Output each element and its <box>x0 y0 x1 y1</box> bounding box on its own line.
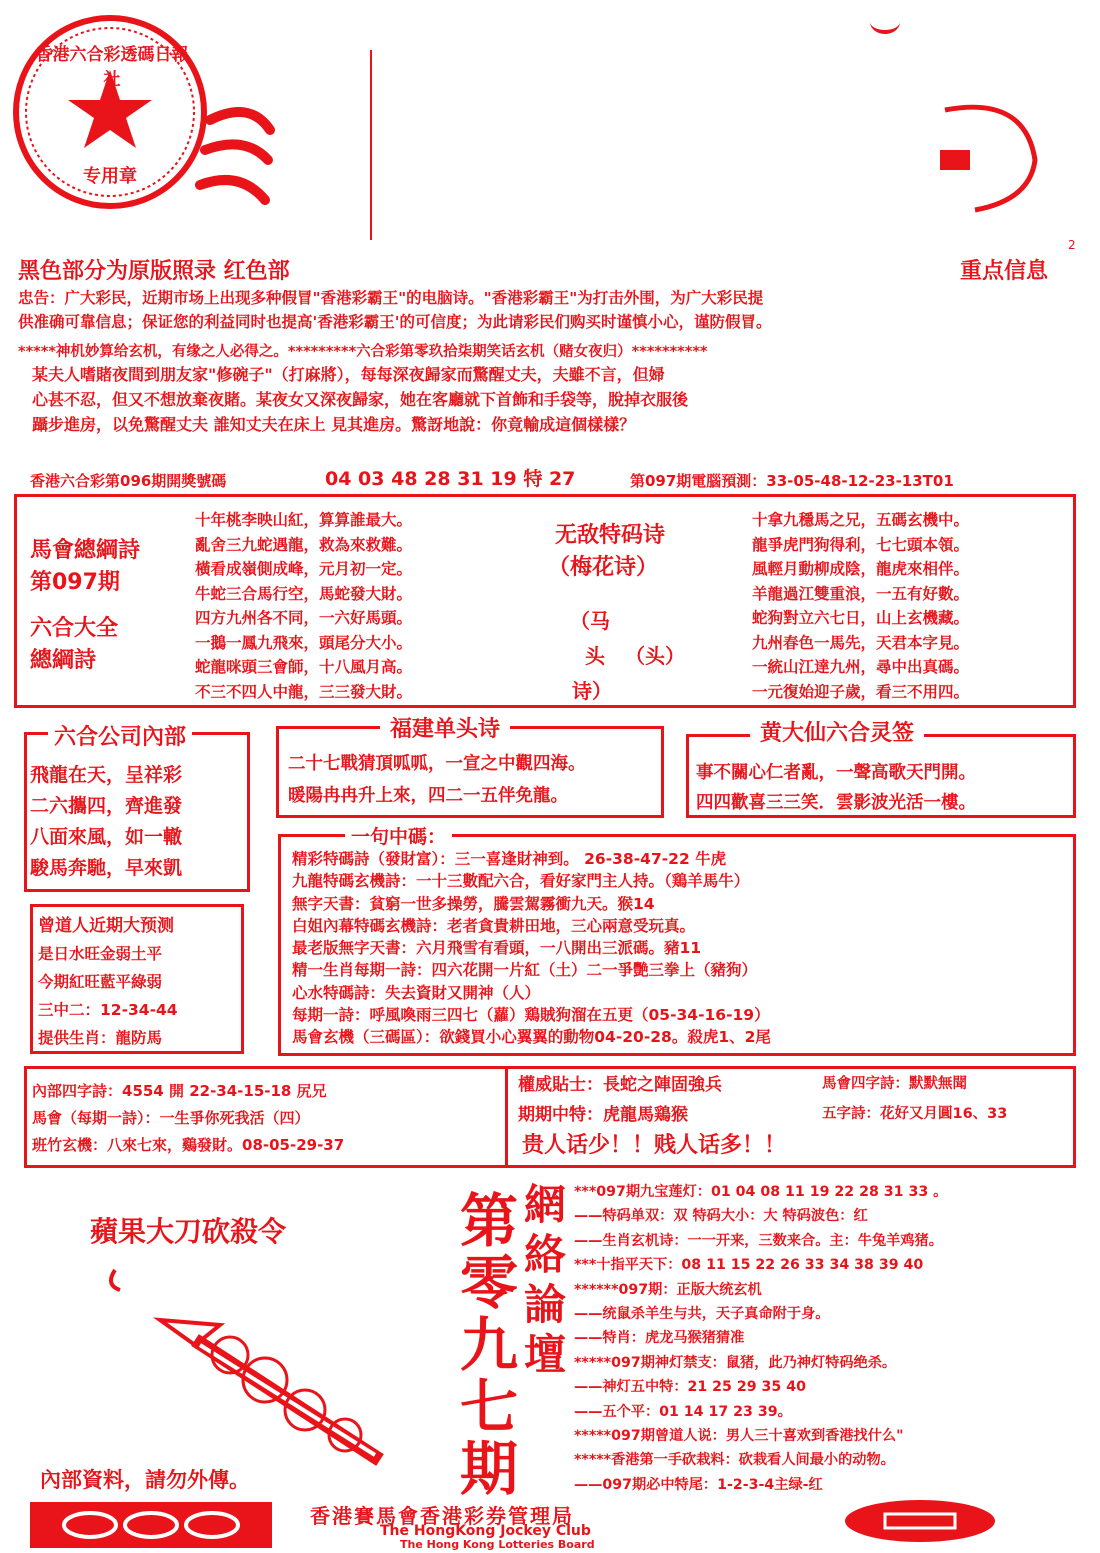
yiju-title: 一句中碼： <box>345 822 452 849</box>
horse-head-4: 诗） <box>572 679 612 703</box>
poem-line: 不三不四人中龍，三三發大財。 <box>195 682 413 701</box>
five-char-poem: 五字詩：花好又月圓16、33 <box>822 1106 1008 1122</box>
forecast-line: ***097期九宝莲灯：01 04 08 11 19 22 28 31 33 。 <box>574 1184 948 1200</box>
warning-line: 供准确可靠信息；保证您的利益同时也提高'香港彩霸王'的可信度；为此请彩民们购买时谨慎小心，谨防假冒。 <box>18 313 772 331</box>
company-line: 八面來風，如一轍 <box>30 826 183 848</box>
poems-left <box>195 508 412 704</box>
prediction-line: 第097期電腦預測：33-05-48-12-23-13T01 <box>630 472 954 490</box>
company-line: 二六攜四，齊進發 <box>30 795 183 817</box>
yiju-line: 精一生肖每期一詩：四六花開一片紅（土）二一爭艷三拳上（豬狗） <box>292 961 758 980</box>
joke-line: 某夫人嗜賭夜間到朋友家"修碗子"（打麻將），每每深夜歸家而驚醒丈夫，夫雖不言，但婦 <box>32 365 665 384</box>
footer-en-1: The HongKong Jockey Club <box>380 1523 591 1539</box>
results-label: 香港六合彩第096期開獎號碼 <box>30 472 227 490</box>
forecast-line: ——生肖玄机诗：一一开来，三数来合。主：牛兔羊鸡猪。 <box>574 1232 943 1249</box>
poem-box-left-title <box>30 535 140 677</box>
forecast-line: ——特码单双：双 特码大小：大 特码波色：红 <box>574 1208 868 1225</box>
joke-line: 躡步進房，以免驚醒丈夫 誰知丈夫在床上 見其進房。驚訝地說：你竟輸成這個樣樣？ <box>32 415 636 434</box>
forecast-line: *****香港第一手砍栽料：砍栽看人间最小的动物。 <box>574 1452 895 1469</box>
poem-line: 蛇龍咪頭三會師，十八風月高。 <box>195 658 413 676</box>
fujian-title: 福建单头诗 <box>380 712 510 743</box>
huangdaxian-line: 四四歡喜三三笑．雲影波光活一樓。 <box>696 793 976 813</box>
yiju-line: 九龍特碼玄機詩：一十三數配六合，看好家門主人持。（鶏羊馬牛） <box>292 872 750 891</box>
company-lines <box>30 760 182 884</box>
joke-body <box>32 362 688 437</box>
forecast-list <box>574 1180 947 1497</box>
results-numbers: 04 03 48 28 31 19 特 27 <box>325 468 576 490</box>
forecast-line: *****097期曾道人说：男人三十喜欢到香港找什么" <box>574 1428 904 1445</box>
daoren-line: 三中二：12-34-44 <box>38 1001 178 1019</box>
footer-en-2: The Hong Kong Lotteries Board <box>400 1538 595 1551</box>
daoren-lines <box>38 912 178 1052</box>
poem-line: 十拿九穩馬之兄，五碼玄機中。 <box>752 511 970 529</box>
horse-head-2: 头 <box>585 644 605 668</box>
joke-title: *****神机妙算给玄机，有缘之人必得之。*********六合彩第零玖拾柒期笑话玄机（赌女夜归）********** <box>18 344 708 360</box>
yiju-line: 無字天書：貧窮一世多操勞，騰雲駕霧衝九天。猴14 <box>292 894 655 913</box>
title-line <box>30 599 140 613</box>
poem-line: 一統山江達九州，尋中出真碼。 <box>752 658 970 676</box>
knife-title: 蘋果大刀砍殺令 <box>90 1215 287 1248</box>
daoren-line: 提供生肖：龍防馬 <box>38 1029 163 1047</box>
center-title: 无敌特码诗 <box>555 523 666 548</box>
inner-divider <box>505 1066 508 1168</box>
yiju-line: 精彩特碼詩（發財富）：三一喜逢財神到。 26-38-47-22 牛虎 <box>292 850 727 868</box>
poem-line: 亂舍三九蛇遇龍，救為來救難。 <box>195 535 413 554</box>
header-note-tail: 重点信息 <box>960 259 1049 284</box>
horse-head-1: （马 <box>570 609 610 633</box>
poem-line: 牛蛇三合馬行空，馬蛇發大財。 <box>195 584 413 603</box>
partial-stamp-right <box>935 90 1045 220</box>
daoren-line: 今期紅旺藍平綠弱 <box>38 973 163 991</box>
vertical-forum: 網絡論壇 <box>523 1180 566 1379</box>
yiju-line: 白姐內幕特碼玄機詩：老者貪貴耕田地，三心兩意受玩真。 <box>292 916 696 935</box>
poem-line: 風輕月動柳成陰，龍虎來相伴。 <box>752 560 970 578</box>
horse-head-3: （头） <box>625 644 685 668</box>
top-mark <box>870 10 900 34</box>
poem-line: 四方九州各不同，一六好馬頭。 <box>195 609 413 627</box>
huangdaxian-line: 事不關心仁者亂，一聲高歌天門開。 <box>696 763 976 783</box>
footer-right-emblem <box>845 1500 995 1542</box>
forecast-line: ——神灯五中特：21 25 29 35 40 <box>574 1379 806 1396</box>
joke-line: 心甚不忍，但又不想放棄夜賭。某夜女又深夜歸家，她在客廳就下首飾和手袋等，脫掉衣服後 <box>32 390 689 409</box>
yiju-line: 馬會玄機（三碼區）：欲錢買小心翼翼的動物04-20-28。殺虎1、2尾 <box>292 1028 771 1047</box>
authority-tip-b: 馬會四字詩：默默無聞 <box>822 1076 967 1092</box>
inner-line: 內部四字詩：4554 開 22-34-15-18 尻兄 <box>32 1082 327 1100</box>
yiju-line: 最老版無字天書：六月飛雪有看頭，一八開出三派碼。豬11 <box>292 939 702 958</box>
forecast-line: ——特肖：虎龙马猴猪猜准 <box>574 1330 745 1347</box>
footer-title: 香港賽馬會香港彩券管理局 <box>310 1504 574 1528</box>
inner-lines <box>32 1078 344 1159</box>
poem-line: 龍爭虎門狗得利，七七頭本領。 <box>752 535 970 554</box>
official-stamp <box>10 12 210 212</box>
forecast-line: *****097期神灯禁支：鼠猪，此乃神灯特码绝杀。 <box>574 1354 897 1371</box>
stamp-ring-text: 香港六合彩透碼日報社 <box>35 45 189 90</box>
forecast-line: ******097期：正版大统玄机 <box>574 1281 762 1298</box>
poem-line: 羊龍過江雙重浪，一五有好數。 <box>752 584 970 603</box>
vertical-divider <box>370 50 372 240</box>
center-subtitle: （梅花诗） <box>548 555 659 580</box>
authority-tip: 權威貼士：長蛇之陣固強兵 <box>518 1075 722 1095</box>
title-line: 第097期 <box>30 570 120 595</box>
warning-text <box>18 286 772 334</box>
forecast-line: ——五个平：01 14 17 23 39。 <box>574 1403 792 1420</box>
sword-illustration <box>100 1260 400 1470</box>
fujian-line: 二十七戰猜頂呱呱，一宣之中觀四海。 <box>288 754 586 774</box>
title-line: 總綱詩 <box>30 648 97 673</box>
warning-line: 忠告：广大彩民，近期市场上出现多种假冒"香港彩霸王"的电脑诗。"香港彩霸王"为打击外围，为广大彩民提 <box>18 289 764 307</box>
poem-line: 蛇狗對立六七日，山上玄機藏。 <box>752 609 970 627</box>
inner-line: 班竹玄機：八來七來，鷄發財。08-05-29-37 <box>32 1136 345 1154</box>
title-line: 馬會總綱詩 <box>30 538 141 563</box>
poem-line: 一元復始迎子歲，看三不用四。 <box>752 682 970 701</box>
huangdaxian-lines <box>696 758 976 818</box>
yiju-line: 心水特碼詩：失去資財又開神（人） <box>292 983 541 1002</box>
company-title: 六合公司內部 <box>48 720 192 751</box>
huangdaxian-title: 黄大仙六合灵签 <box>750 716 924 747</box>
daoren-title: 曾道人近期大预测 <box>38 916 174 936</box>
fujian-line: 暖陽冉冉升上來，四二一五伴免龍。 <box>288 786 568 806</box>
forecast-line: ***十指平天下：08 11 15 22 26 33 34 38 39 40 <box>574 1257 924 1274</box>
company-line: 飛龍在天，呈祥彩 <box>30 764 183 786</box>
period-special: 期期中特：虎龍馬鶏猴 <box>518 1105 688 1125</box>
fujian-lines <box>288 748 586 812</box>
yiju-line: 每期一詩：呼風喚雨三四七（蘿）鶏賊狗溜在五更（05-34-16-19） <box>292 1006 770 1025</box>
forecast-line: ——统鼠杀羊生与共，天子真命附于身。 <box>574 1306 830 1323</box>
company-line: 駿馬奔馳，早來凱 <box>30 857 183 879</box>
brush-logo <box>190 90 280 230</box>
poems-right <box>752 508 969 704</box>
poem-line: 橫看成嶺側成峰，元月初一定。 <box>195 560 413 578</box>
header-note: 黑色部分为原版照录 红色部 <box>18 259 290 284</box>
slogan: 贵人话少！！贱人话多！！ <box>522 1133 787 1158</box>
footer-left-emblem <box>30 1502 272 1548</box>
poem-line: 十年桃李映山紅，算算誰最大。 <box>195 511 413 529</box>
inner-line: 馬會（每期一詩）：一生爭你死我活（四） <box>32 1109 310 1127</box>
daoren-line: 是日水旺金弱土平 <box>38 945 163 963</box>
yiju-lines <box>292 848 771 1049</box>
poem-line: 一鵝一鳳九飛來，頭尾分大小。 <box>195 633 413 652</box>
page-number: 2 <box>1068 238 1076 252</box>
vertical-period: 第零九七期 <box>459 1187 518 1503</box>
knife-footer: 內部資料，請勿外傳。 <box>40 1468 250 1492</box>
stamp-center-text: 专用章 <box>83 166 137 187</box>
title-line: 六合大全 <box>30 616 119 641</box>
poem-line: 九州春色一馬先，天君本字見。 <box>752 633 970 652</box>
forecast-line: ——097期必中特尾：1-2-3-4主绿-红 <box>574 1476 823 1493</box>
